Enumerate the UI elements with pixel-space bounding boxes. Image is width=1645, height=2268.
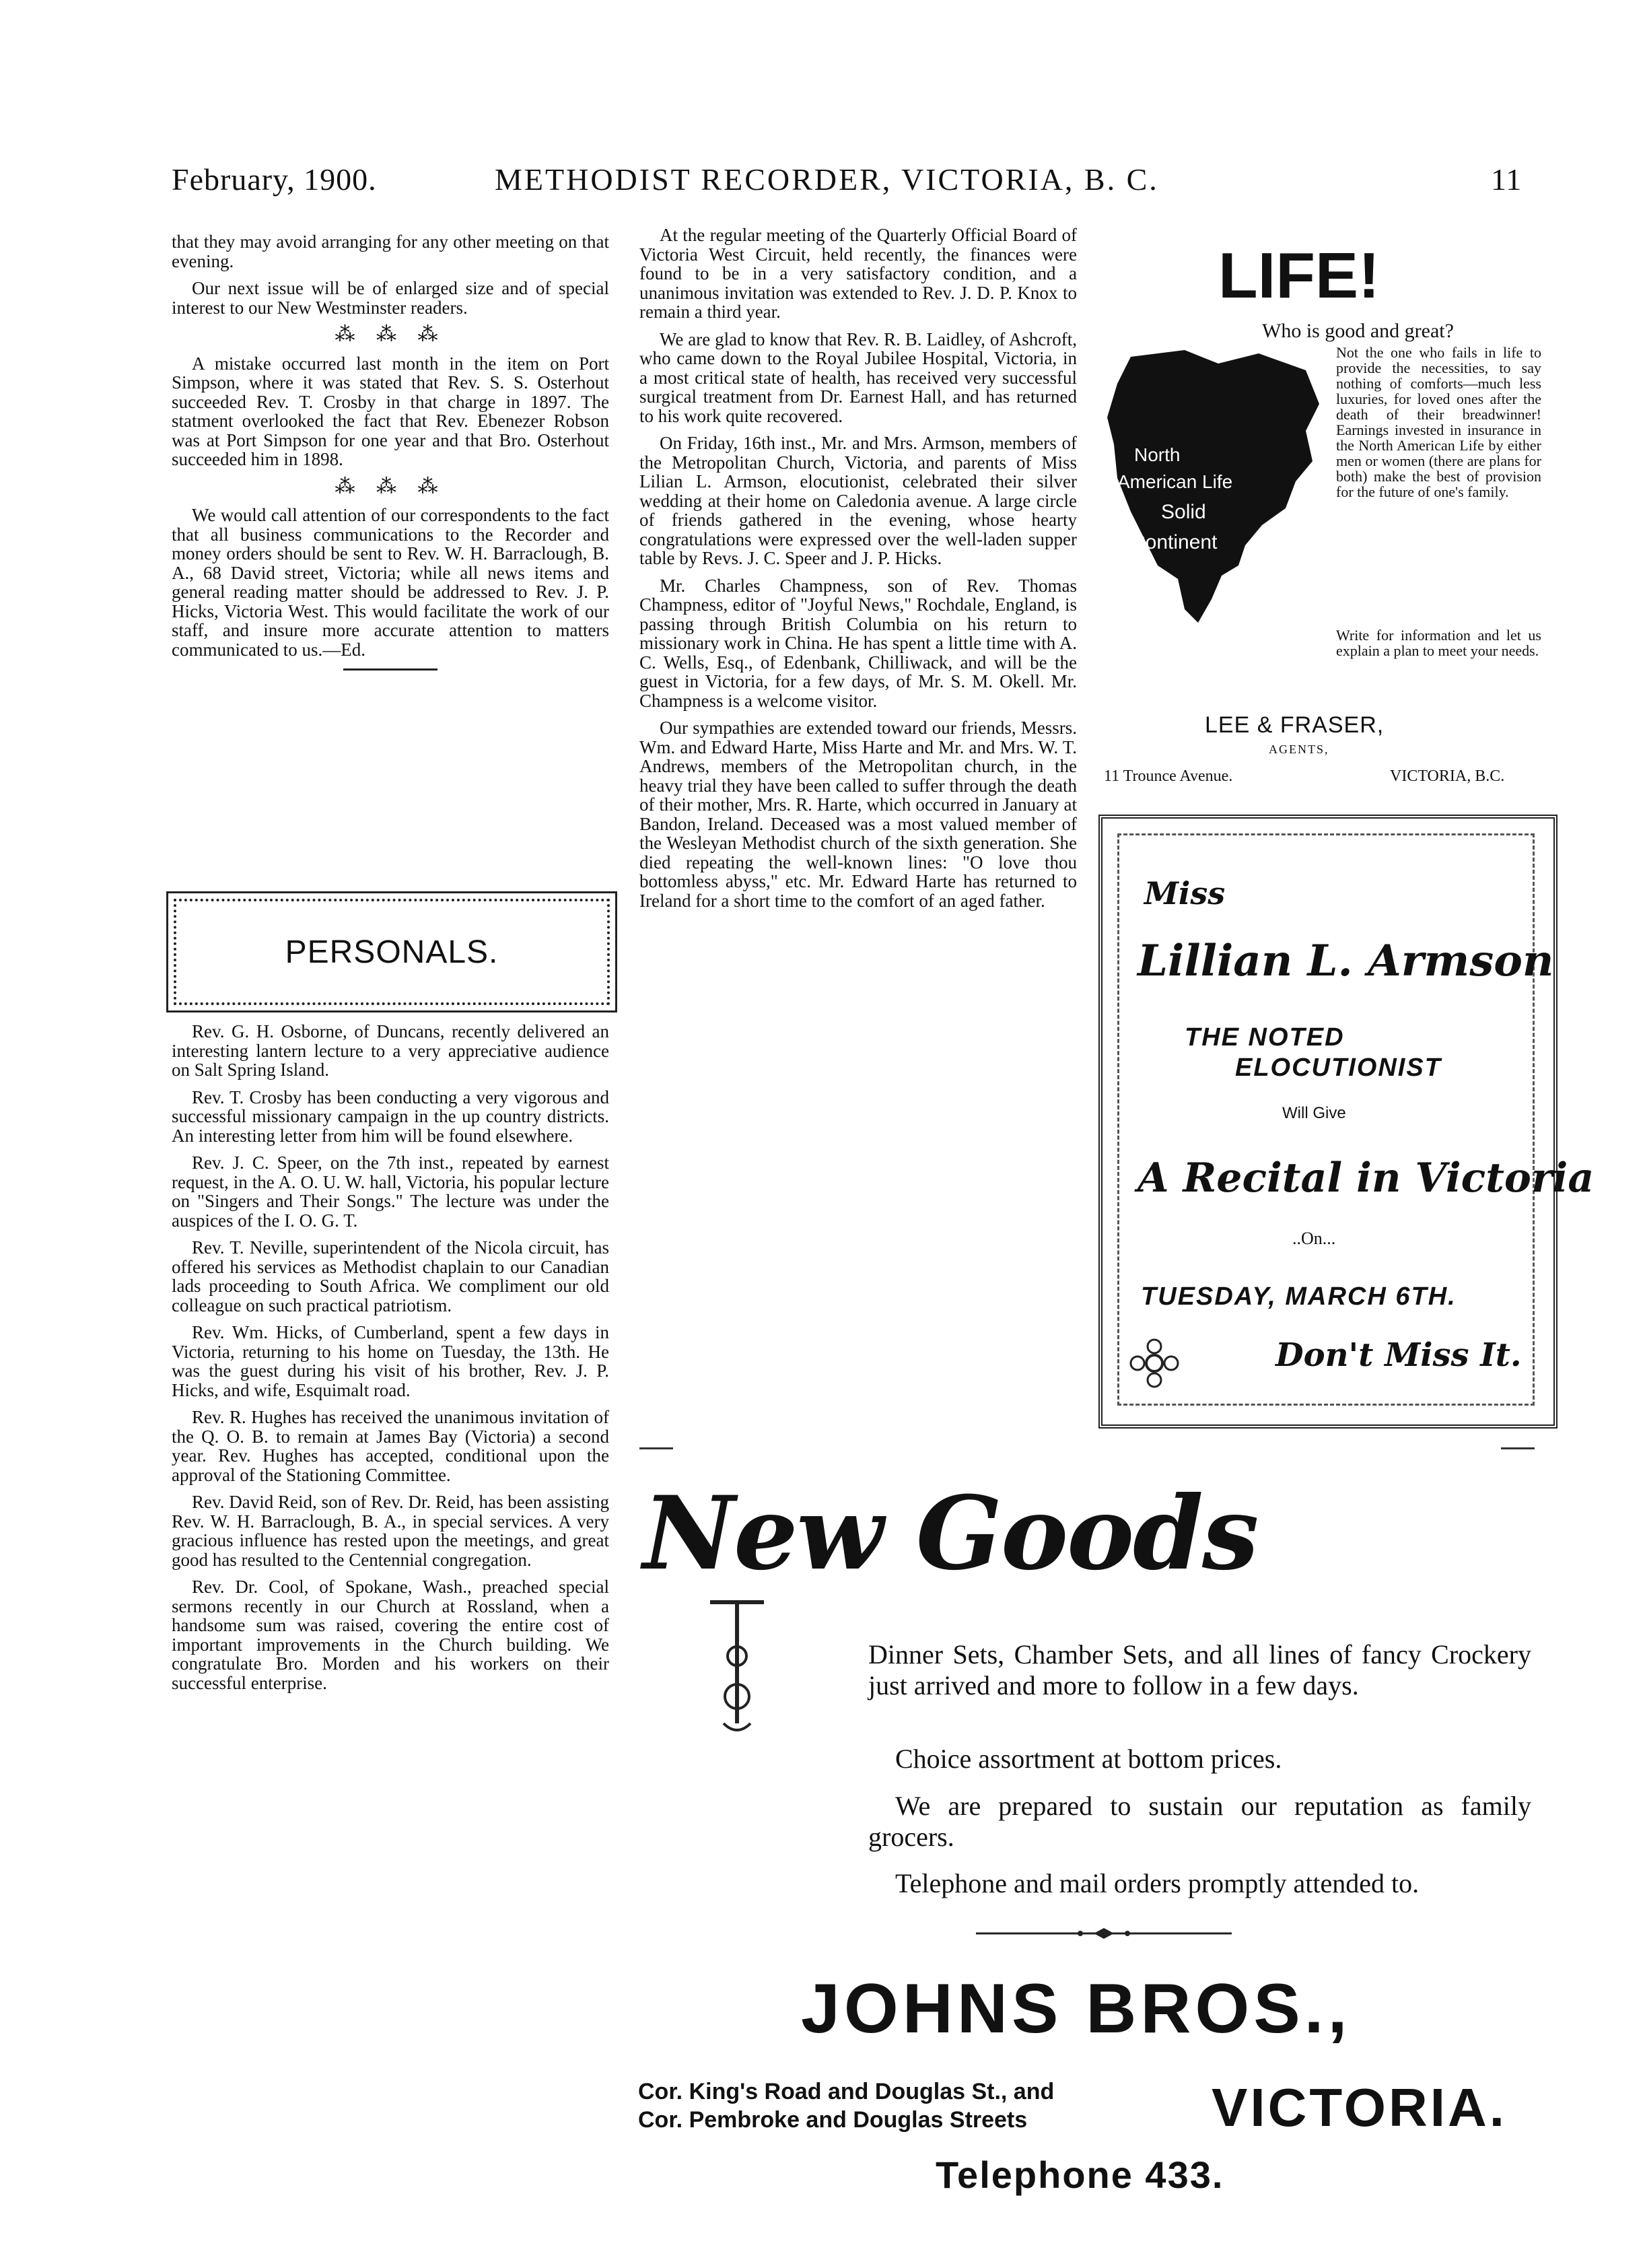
personal-item: Rev. Wm. Hicks, of Cumberland, spent a few days in Victoria, returning to his home on Tuesday, the 13th. He was the guest during his visit of his brother, Rev. J. P. Hicks, and wife, Esquimalt road. xyxy=(172,1322,609,1400)
divider xyxy=(639,1447,673,1449)
section-ornament: ⁂ ⁂ ⁂ xyxy=(335,475,446,497)
company-city: VICTORIA. xyxy=(1212,2077,1508,2137)
life-ad-agent: LEE & FRASER, xyxy=(1205,712,1385,738)
north-america-map-icon xyxy=(1104,343,1326,633)
personals-heading-box xyxy=(174,899,610,1005)
map-label-continent: Continent xyxy=(1131,531,1218,553)
article-paragraph: At the regular meeting of the Quarterly Official Board of Victoria West Circuit, held recently, the finances were found to be in a very satisfactory condition, and a unanimous invitation was extended to Rev. J. D. P. Knox to remain a third year. xyxy=(639,225,1077,322)
recital-dont-miss: Don't Miss It. xyxy=(1275,1336,1522,1374)
new-goods-paragraph: Choice assortment at bottom prices. xyxy=(895,1744,1282,1774)
ornamental-flourish-icon xyxy=(710,1595,764,1737)
personal-item: Rev. T. Crosby has been conducting a very vigorous and successful missionary campaign in the up country districts. An interesting letter from him will be found elsewhere. xyxy=(172,1087,609,1146)
life-ad-agents-label: AGENTS, xyxy=(1269,743,1329,756)
flower-ornament-icon xyxy=(1124,1333,1185,1394)
article-paragraph: Mr. Charles Champness, son of Rev. Thomas Champness, editor of "Joyful News," Rochdale, England, is passing through British Columbia on his return to missionary work in China. He has spent a little time with A. C. Wells, Esq., of Edenbank, Chilliwack, and will be the guest in Victoria, for a few days, of Mr. S. M. Okell. Mr. Champness is a welcome visitor. xyxy=(639,575,1077,711)
new-goods-paragraph: Telephone and mail orders promptly attended to. xyxy=(895,1868,1420,1898)
issue-date: February, 1900. xyxy=(172,162,377,197)
company-name: JOHNS BROS., xyxy=(801,1970,1352,2048)
article-paragraph: We would call attention of our correspondents to the fact that all business communications to the Recorder and money orders should be sent to Rev. W. H. Barraclough, B. A., 68 David street, Victoria; while all news items and general reading matter should be addressed to Rev. J. P. Hicks, Victoria West. This would facilitate the work of our staff, and insure more accurate attention to matters communicated to us.—Ed. xyxy=(172,505,609,660)
recital-noted-line2: ELOCUTIONIST xyxy=(1235,1054,1442,1082)
life-ad-body: Not the one who fails in life to provide the necessities, to say nothing of comforts—much less luxuries, for loved ones after the death of their breadwinner! Earnings invested in insurance in the North American Life by either men or women (there are plans for both) make the best of provision for the future of one's family. xyxy=(1336,344,1541,500)
personal-item: Rev. T. Neville, superintendent of the Nicola circuit, has offered his services as Methodist chaplain to our Canadian lads proceeding to South Africa. We compliment our old colleague on such practical patriotism. xyxy=(172,1237,609,1315)
new-goods-paragraph: Dinner Sets, Chamber Sets, and all lines of fancy Crockery just arrived and more to follow in a few days. xyxy=(868,1639,1531,1700)
article-paragraph: Our next issue will be of enlarged size and of special interest to our New Westminster readers. xyxy=(172,278,609,318)
article-paragraph: A mistake occurred last month in the item on Port Simpson, where it was stated that Rev. S. S. Osterhout succeeded Rev. T. Crosby in that charge in 1897. The statment overlooked the fact that Rev. Ebenezer Robson was at Port Simpson for one year and that Bro. Osterhout succeeded him in 1898. xyxy=(172,353,609,469)
company-telephone: Telephone 433. xyxy=(936,2154,1224,2196)
column-2 xyxy=(639,226,1077,918)
life-ad-city: VICTORIA, B.C. xyxy=(1390,767,1505,785)
recital-headline: A Recital in Victoria xyxy=(1138,1155,1595,1202)
map-label-american-life: American Life xyxy=(1117,471,1233,492)
personal-item: Rev. Dr. Cool, of Spokane, Wash., preached special sermons recently in our Church at Rossland, when a handsome sum was raised, covering the entire cost of important improvements in the Church building. We congratulate Bro. Morden and his workers on their successful enterprise. xyxy=(172,1577,609,1693)
divider xyxy=(1501,1447,1535,1449)
column-1-top xyxy=(172,232,609,684)
map-label-north: North xyxy=(1134,444,1181,465)
divider xyxy=(343,668,438,671)
new-goods-title: New Goods xyxy=(643,1474,1258,1593)
life-ad-title: LIFE! xyxy=(1218,240,1380,312)
publication-title: METHODIST RECORDER, VICTORIA, B. C. xyxy=(495,162,1159,197)
recital-on: ..On... xyxy=(1292,1229,1336,1248)
life-ad-call-to-action: Write for information and let us explain a plan to meet your needs. xyxy=(1336,627,1541,659)
company-address-line1: Cor. King's Road and Douglas St., and xyxy=(638,2079,1055,2104)
page-number: 11 xyxy=(1491,162,1523,197)
personals-heading: PERSONALS. xyxy=(285,934,499,970)
recital-noted-line1: THE NOTED xyxy=(1185,1023,1345,1052)
personal-item: Rev. R. Hughes has received the unanimous invitation of the Q. O. B. to remain at James Bay (Victoria) a second year. Rev. Hughes has accepted, conditional upon the approval of the Stationing Committee. xyxy=(172,1407,609,1485)
personal-item: Rev. J. C. Speer, on the 7th inst., repeated by earnest request, in the A. O. U. W. hall, Victoria, his popular lecture on "Singers and Their Songs." The lecture was under the auspices of the I. O. G. T. xyxy=(172,1153,609,1231)
ornamental-divider-icon xyxy=(976,1927,1232,1940)
article-paragraph: We are glad to know that Rev. R. B. Laidley, of Ashcroft, who came down to the Royal Jubilee Hospital, Victoria, in a most critical state of health, has received very successful surgical treatment from Dr. Earnest Hall, and has returned to his work quite recovered. xyxy=(639,329,1077,426)
map-label-solid: Solid xyxy=(1161,501,1206,523)
recital-miss: Miss xyxy=(1144,875,1226,912)
recital-performer-name: Lillian L. Armson xyxy=(1138,936,1554,986)
recital-will-give: Will Give xyxy=(1282,1104,1346,1122)
new-goods-paragraph: We are prepared to sustain our reputation as family grocers. xyxy=(868,1791,1531,1852)
article-paragraph: On Friday, 16th inst., Mr. and Mrs. Armson, members of the Metropolitan Church, Victoria, and parents of Miss Lilian L. Armson, elocutionist, celebrated their silver wedding at their home on Caledonia avenue. A large circle of friends gathered in the evening, whose hearty congratulations were expressed over the well-laden supper table by Revs. J. C. Speer and J. P. Hicks. xyxy=(639,433,1077,568)
section-ornament: ⁂ ⁂ ⁂ xyxy=(335,323,446,345)
company-address-line2: Cor. Pembroke and Douglas Streets xyxy=(638,2107,1028,2133)
life-ad-address: 11 Trounce Avenue. xyxy=(1104,767,1233,785)
life-ad-subtitle: Who is good and great? xyxy=(1262,320,1454,342)
article-paragraph: Our sympathies are extended toward our friends, Messrs. Wm. and Edward Harte, Miss Harte and Mr. and Mrs. W. T. Andrews, members of the Metropolitan church, in the heavy trial they have been called to suffer through the death of their mother, Mrs. R. Harte, which occurred in January at Bandon, Ireland. Deceased was a most valued member of the Wesleyan Methodist church of the sixth generation. She died repeating the well-known lines: "O love thou bottomless abyss," etc. Mr. Edward Harte has returned to Ireland for a short time to the comfort of an aged father. xyxy=(639,718,1077,911)
personals-list xyxy=(172,1022,609,1700)
personal-item: Rev. G. H. Osborne, of Duncans, recently delivered an interesting lantern lecture to a very appreciative audience on Salt Spring Island. xyxy=(172,1021,609,1080)
article-paragraph: that they may avoid arranging for any other meeting on that evening. xyxy=(172,232,609,271)
personal-item: Rev. David Reid, son of Rev. Dr. Reid, has been assisting Rev. W. H. Barraclough, B. A., in special services. A very gracious influence has rested upon the meetings, and great good has resulted to the Centennial congregation. xyxy=(172,1492,609,1570)
recital-date: TUESDAY, MARCH 6TH. xyxy=(1141,1282,1457,1311)
